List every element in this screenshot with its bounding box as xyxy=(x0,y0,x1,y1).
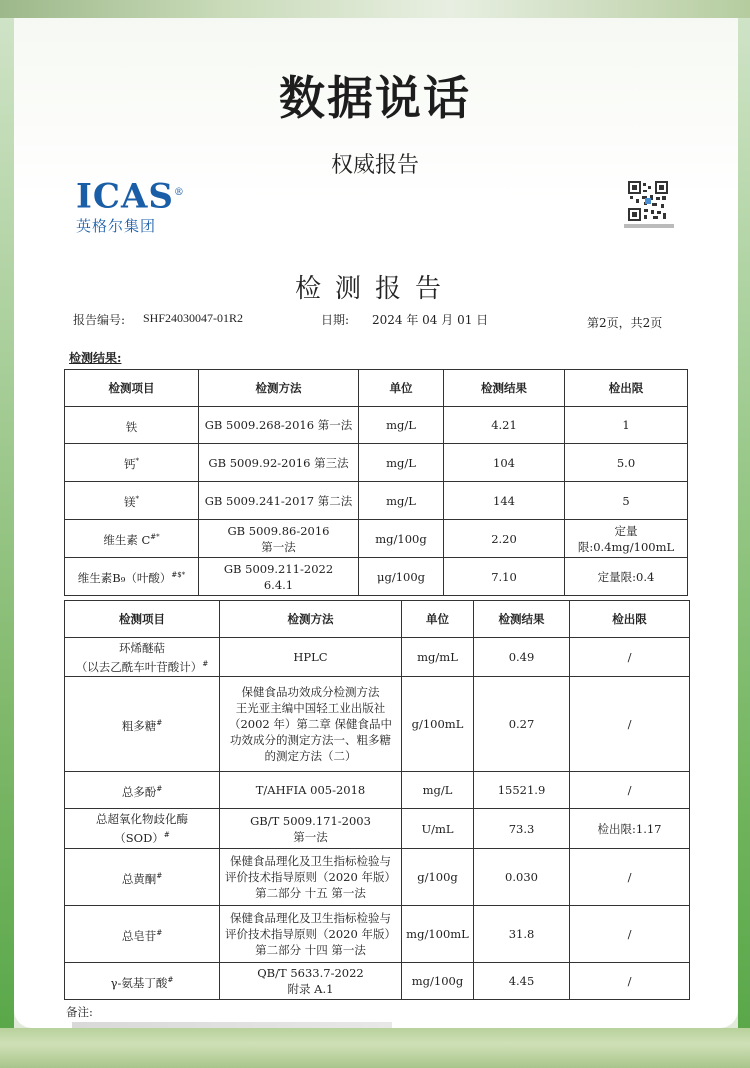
cell-limit-text: / xyxy=(627,927,632,941)
cell-result xyxy=(444,444,565,482)
cell-method xyxy=(199,407,359,444)
footnote-mark: # xyxy=(156,928,163,937)
cell-item xyxy=(65,520,199,558)
cell-result xyxy=(444,482,565,520)
cell-limit-text: / xyxy=(627,974,632,988)
cell-unit-text: mg/mL xyxy=(417,650,458,664)
cell-item-text: 铁 xyxy=(125,419,138,434)
cell-unit xyxy=(359,482,444,520)
cell-result-text: 2.20 xyxy=(491,531,517,546)
cell-unit xyxy=(359,520,444,558)
cell-item-text: 维生素 C xyxy=(103,532,151,547)
cell-limit xyxy=(570,906,690,963)
cell-limit-text: 5.0 xyxy=(616,455,636,470)
cell-method xyxy=(220,906,402,963)
cell-method xyxy=(220,772,402,809)
cell-limit-text: / xyxy=(627,870,632,884)
cell-unit-text: g/100g xyxy=(417,870,458,884)
cell-result xyxy=(474,906,570,963)
cell-limit xyxy=(570,677,690,772)
footnote-mark: #* xyxy=(150,533,160,542)
report-number-label: 报告编号: xyxy=(73,313,126,327)
note-label: 备注: xyxy=(66,1005,93,1019)
cell-result-text: 0.030 xyxy=(505,870,538,884)
cell-text-line: （SOD） xyxy=(114,830,164,845)
cell-result xyxy=(474,963,570,1000)
column-header: 检出限 xyxy=(565,370,688,407)
cell-unit xyxy=(402,638,474,677)
cell-unit xyxy=(359,407,444,444)
cell-result xyxy=(474,849,570,906)
table-header-row xyxy=(65,370,688,407)
cell-text-line: 总超氧化物歧化酶 xyxy=(96,812,188,827)
cell-method xyxy=(199,482,359,520)
cell-result xyxy=(474,638,570,677)
cell-item xyxy=(65,849,220,906)
cell-result-text: 4.21 xyxy=(491,418,517,432)
cell-text-line: （2002 年）第二章 保健食品中 xyxy=(228,717,393,731)
cell-result xyxy=(444,407,565,444)
footnote-mark: # xyxy=(156,871,163,880)
table-row xyxy=(65,849,690,906)
footnote-mark: # xyxy=(156,784,163,793)
cell-item-text: 钙 xyxy=(124,456,136,471)
cell-limit xyxy=(570,963,690,1000)
section-label-results: 检测结果: xyxy=(69,351,122,365)
cell-text-line: 总多酚 xyxy=(121,784,157,799)
cell-limit-text: 定量限:0.4mg/100mL xyxy=(577,523,675,554)
table-row xyxy=(65,520,688,558)
footnote-mark: # xyxy=(202,659,209,668)
cell-unit xyxy=(402,849,474,906)
cell-limit-text: / xyxy=(627,650,632,664)
cell-limit-text: 检出限:1.17 xyxy=(597,821,662,836)
cell-text-line: T/AHFIA 005-2018 xyxy=(255,783,366,797)
cell-result-text: 7.10 xyxy=(491,569,517,584)
cell-limit-text: 5 xyxy=(622,493,630,508)
footnote-mark: * xyxy=(135,495,139,504)
cell-text-line: 保健食品理化及卫生指标检验与 xyxy=(230,911,391,925)
table-row xyxy=(65,444,688,482)
cell-unit xyxy=(359,444,444,482)
cell-text-line: γ-氨基丁酸 xyxy=(110,975,168,990)
cell-text-line: 附录 A.1 xyxy=(287,982,334,996)
cell-text-line: 6.4.1 xyxy=(263,577,294,592)
qr-code-icon xyxy=(628,181,668,221)
cell-limit xyxy=(565,407,688,444)
cell-result-text: 4.45 xyxy=(508,974,535,988)
cell-text-line: 第二部分 十四 第一法 xyxy=(255,943,366,957)
qr-caption-line xyxy=(624,224,674,228)
logo-company-name: 英格尔集团 xyxy=(76,217,157,236)
column-header: 单位 xyxy=(402,601,474,638)
table-row xyxy=(65,638,690,677)
cell-result-text: 104 xyxy=(493,455,515,470)
cell-text-line: 王光亚主编中国轻工业出版社 xyxy=(235,701,386,715)
logo-mark-text: ICAS xyxy=(76,176,174,217)
cell-method xyxy=(220,809,402,849)
cell-item xyxy=(65,482,199,520)
cell-unit xyxy=(402,772,474,809)
table-row xyxy=(65,482,688,520)
cell-unit-text: g/100mL xyxy=(411,717,464,731)
table-row xyxy=(65,906,690,963)
cell-item xyxy=(65,963,220,1000)
cell-result xyxy=(474,772,570,809)
cell-text-line: 环烯醚萜 xyxy=(119,640,165,655)
cell-limit-text: / xyxy=(627,717,632,731)
cell-method xyxy=(199,520,359,558)
cell-result-text: 0.27 xyxy=(508,717,535,731)
cell-unit xyxy=(402,677,474,772)
cell-limit-text: 定量限:0.4 xyxy=(597,569,655,584)
cell-unit-text: mg/L xyxy=(386,493,416,508)
background-top-strip xyxy=(0,0,750,18)
cell-text-line: 粗多糖 xyxy=(121,718,157,733)
cell-text-line: 第一法 xyxy=(261,539,296,554)
cell-limit xyxy=(565,558,688,596)
column-header: 检测方法 xyxy=(220,601,402,638)
cell-limit xyxy=(565,482,688,520)
page-info: 第2页，共2页 xyxy=(587,316,663,330)
table-header-row xyxy=(65,601,690,638)
cell-limit xyxy=(565,520,688,558)
cell-text-line: GB/T 5009.171-2003 xyxy=(250,813,371,828)
column-header: 检测结果 xyxy=(474,601,570,638)
cell-unit xyxy=(402,809,474,849)
cell-item xyxy=(65,809,220,849)
cell-text-line: 评价技术指导原则（2020 年版） xyxy=(225,927,396,941)
cell-item xyxy=(65,558,199,596)
cell-item xyxy=(65,407,199,444)
table-row xyxy=(65,677,690,772)
cell-text-line: GB 5009.268-2016 第一法 xyxy=(204,418,353,432)
table-row xyxy=(65,963,690,1000)
footnote-mark: #$* xyxy=(171,571,186,580)
cell-limit-text: 1 xyxy=(622,418,630,432)
cell-result xyxy=(444,558,565,596)
table-row xyxy=(65,558,688,596)
column-header: 检测项目 xyxy=(65,370,199,407)
cell-text-line: GB 5009.86-2016 xyxy=(227,523,330,538)
cell-text-line: GB 5009.92-2016 第三法 xyxy=(208,455,349,470)
cell-item xyxy=(65,772,220,809)
footnote-mark: # xyxy=(156,718,163,727)
cell-text-line: 第一法 xyxy=(293,829,328,844)
note-text-faded xyxy=(72,1022,392,1028)
cell-text-line: 评价技术指导原则（2020 年版） xyxy=(225,870,396,884)
cell-unit-text: μg/100g xyxy=(376,569,426,584)
cell-item xyxy=(65,677,220,772)
cell-method xyxy=(220,677,402,772)
report-number: SHF24030047-01R2 xyxy=(143,311,244,325)
column-header: 检测结果 xyxy=(444,370,565,407)
cell-unit xyxy=(359,558,444,596)
logo-registered-mark: ® xyxy=(173,187,185,198)
cell-limit xyxy=(570,809,690,849)
cell-limit-text: / xyxy=(627,783,632,797)
cell-text-line: 第二部分 十五 第一法 xyxy=(255,886,366,900)
cell-result-text: 144 xyxy=(493,493,515,508)
cell-item xyxy=(65,444,199,482)
cell-text-line: 总皂苷 xyxy=(121,928,157,943)
column-header: 检测项目 xyxy=(65,601,220,638)
cell-unit-text: mg/100g xyxy=(411,974,464,988)
report-title: 检测报告 xyxy=(294,274,455,304)
cell-text-line: QB/T 5633.7-2022 xyxy=(257,966,364,980)
column-header: 检出限 xyxy=(570,601,690,638)
cell-text-line: （以去乙酰车叶苷酸计） xyxy=(75,659,203,674)
cell-text-line: 功效成分的测定方法一、粗多糖 xyxy=(230,733,391,747)
cell-method xyxy=(220,849,402,906)
cell-text-line: 保健食品理化及卫生指标检验与 xyxy=(230,854,391,868)
logo-mark xyxy=(76,176,185,217)
table-row xyxy=(65,809,690,849)
cell-item xyxy=(65,906,220,963)
report-date-label: 日期: xyxy=(321,313,350,327)
cell-result xyxy=(444,520,565,558)
cell-text-line: 的测定方法（二） xyxy=(264,749,357,763)
cell-method xyxy=(199,558,359,596)
column-header: 检测方法 xyxy=(199,370,359,407)
cell-unit-text: U/mL xyxy=(421,821,454,836)
cell-unit-text: mg/L xyxy=(386,455,416,470)
cell-method xyxy=(199,444,359,482)
cell-result-text: 0.49 xyxy=(508,650,535,664)
cell-item-text: 维生素B₉（叶酸） xyxy=(77,570,172,585)
cell-result xyxy=(474,677,570,772)
cell-unit xyxy=(402,963,474,1000)
icas-logo xyxy=(76,176,185,236)
cell-method xyxy=(220,963,402,1000)
cell-unit-text: mg/L xyxy=(386,418,416,432)
cell-unit-text: mg/100g xyxy=(375,531,427,546)
table-row xyxy=(65,407,688,444)
report-date: 2024 年 04 月 01 日 xyxy=(372,313,489,327)
cell-result-text: 31.8 xyxy=(508,927,535,941)
cell-text-line: 总黄酮 xyxy=(121,871,157,886)
cell-limit xyxy=(570,772,690,809)
results-table-1 xyxy=(64,369,688,596)
cell-unit-text: mg/L xyxy=(422,783,453,797)
cell-limit xyxy=(570,638,690,677)
cell-result-text: 73.3 xyxy=(508,821,535,836)
results-table-2 xyxy=(64,600,690,1000)
subhead: 权威报告 xyxy=(330,153,419,178)
cell-limit xyxy=(565,444,688,482)
headline: 数据说话 xyxy=(279,71,471,125)
cell-item-text: 镁 xyxy=(124,494,136,509)
cell-unit xyxy=(402,906,474,963)
cell-text-line: HPLC xyxy=(293,650,328,664)
cell-unit-text: mg/100mL xyxy=(406,927,469,941)
footnote-mark: # xyxy=(163,831,170,840)
column-header: 单位 xyxy=(359,370,444,407)
cell-item xyxy=(65,638,220,677)
cell-result-text: 15521.9 xyxy=(497,783,546,797)
cell-result xyxy=(474,809,570,849)
cell-limit xyxy=(570,849,690,906)
background-bottom-grass xyxy=(0,1028,750,1068)
table-row xyxy=(65,772,690,809)
cell-text-line: 保健食品功效成分检测方法 xyxy=(241,685,380,699)
cell-method xyxy=(220,638,402,677)
footnote-mark: # xyxy=(167,975,174,984)
cell-text-line: GB 5009.241-2017 第二法 xyxy=(204,493,353,508)
cell-text-line: GB 5009.211-2022 xyxy=(223,561,334,576)
footnote-mark: * xyxy=(135,457,139,466)
